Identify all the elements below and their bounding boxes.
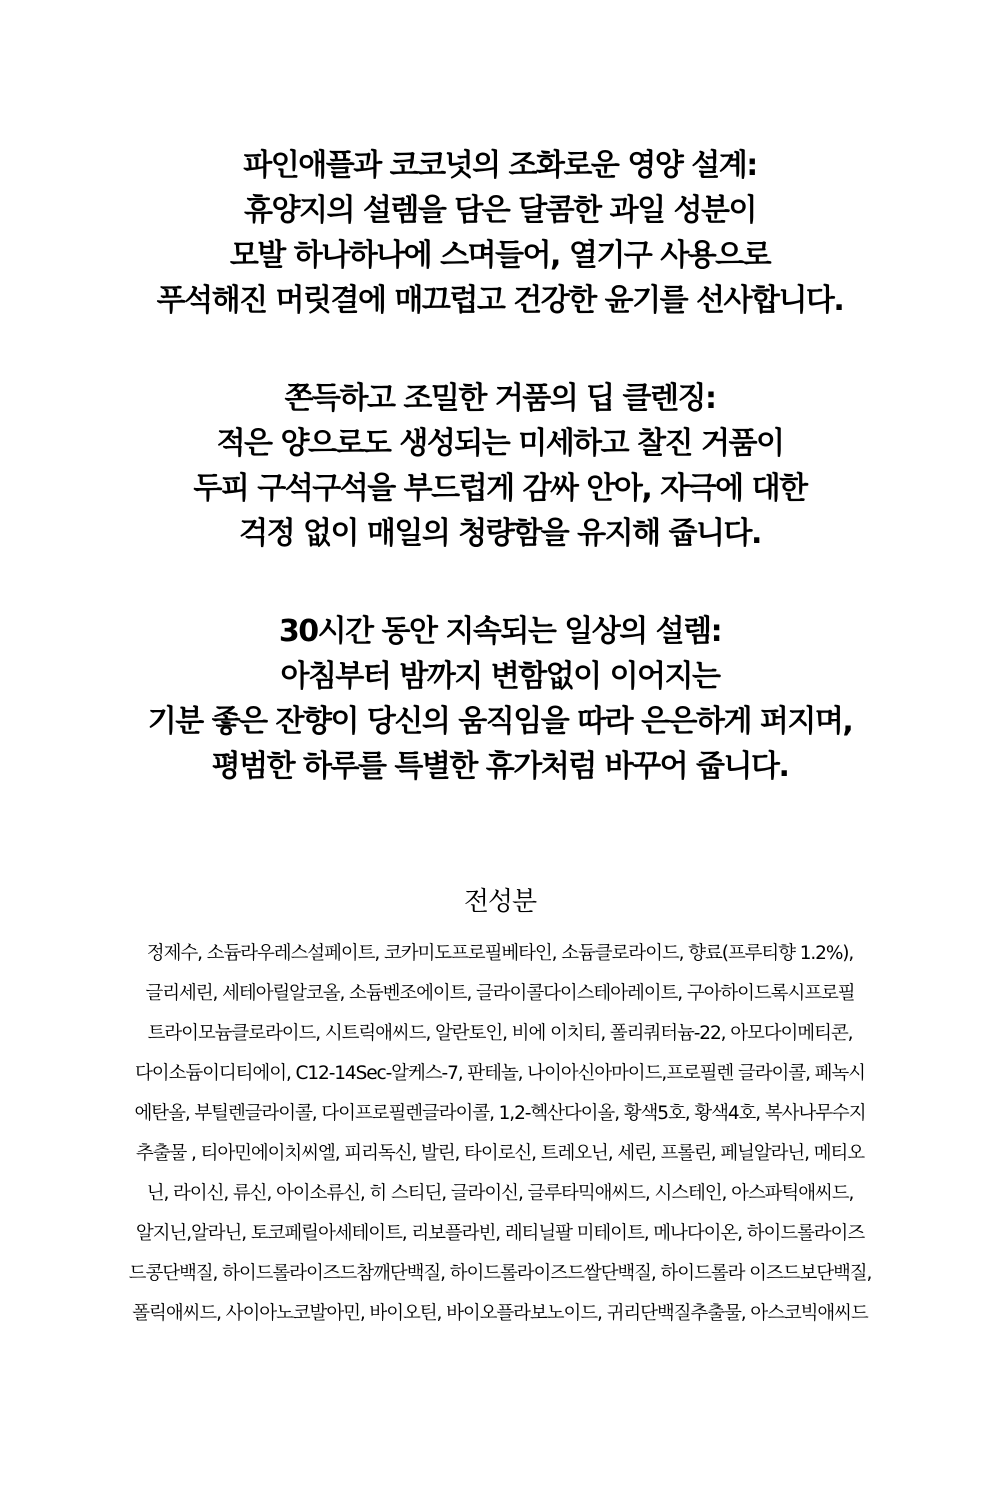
feature-text-line: 휴양지의 설렘을 담은 달콤한 과일 성분이 (244, 193, 756, 228)
feature-heading: 파인애플과 코코넛의 조화로운 영양 설계: (243, 148, 757, 183)
feature-block-fragrance (0, 609, 1000, 789)
ingredients-section (0, 882, 1000, 1334)
feature-text-line: 모발 하나하나에 스며들어, 열기구 사용으로 (229, 238, 771, 273)
ingredient-list-line: 알지닌,알라닌, 토코페릴아세테이트, 리보플라빈, 레티닐팔 미테이트, 메나다이온, 하이드롤라이즈 (135, 1223, 865, 1244)
ingredient-list-line: 정제수, 소듐라우레스설페이트, 코카미도프로필베타인, 소듐클로라이드, 향료(프루티향 1.2%), (146, 943, 854, 964)
feature-descriptions (0, 143, 1000, 842)
feature-heading: 30시간 동안 지속되는 일상의 설렘: (278, 614, 722, 649)
ingredient-list-line: 폴릭애씨드, 사이아노코발아민, 바이오틴, 바이오플라보노이드, 귀리단백질추출물, 아스코빅애씨드 (132, 1303, 868, 1324)
feature-text-line: 평범한 하루를 특별한 휴가처럼 바꾸어 줍니다. (211, 749, 789, 784)
ingredient-list-line: 글리세린, 세테아릴알코올, 소듐벤조에이트, 글라이콜다이스테아레이트, 구아하이드록시프로필 (145, 983, 855, 1004)
feature-text-line: 적은 양으로도 생성되는 미세하고 찰진 거품이 (216, 426, 784, 461)
feature-text-line: 기분 좋은 잔향이 당신의 움직임을 따라 은은하게 퍼지며, (147, 704, 853, 739)
ingredient-list-line: 에탄올, 부틸렌글라이콜, 다이프로필렌글라이콜, 1,2-헥산다이올, 황색5호, 황색4호, 복사나무수지 (134, 1103, 866, 1124)
ingredient-list-line: 닌, 라이신, 류신, 아이소류신, 히 스티딘, 글라이신, 글루타믹애씨드, 시스테인, 아스파틱애씨드, (146, 1183, 854, 1204)
ingredient-list-line: 트라이모늄클로라이드, 시트릭애씨드, 알란토인, 비에 이치티, 폴리쿼터늄-22, 아모다이메티콘, (147, 1023, 853, 1044)
feature-text-line: 아침부터 밤까지 변함없이 이어지는 (280, 659, 720, 694)
ingredient-list-line: 추출물 , 티아민에이치씨엘, 피리독신, 발린, 타이로신, 트레오닌, 세린, 프롤린, 페닐알라닌, 메티오 (135, 1143, 865, 1164)
ingredients-title: 전성분 (463, 887, 537, 917)
feature-text-line: 걱정 없이 매일의 청량함을 유지해 줍니다. (239, 516, 761, 551)
feature-text-line: 푸석해진 머릿결에 매끄럽고 건강한 윤기를 선사합니다. (156, 283, 844, 318)
feature-heading: 쫀득하고 조밀한 거품의 딥 클렌징: (284, 381, 716, 416)
feature-text-line: 두피 구석구석을 부드럽게 감싸 안아, 자극에 대한 (193, 471, 807, 506)
ingredient-list-line: 다이소듐이디티에이, C12-14Sec-알케스-7, 판테놀, 나이아신아마이드,프로필렌 글라이콜, 페녹시 (135, 1063, 865, 1084)
feature-block-cleansing (0, 376, 1000, 556)
ingredient-list-line: 드콩단백질, 하이드롤라이즈드참깨단백질, 하이드롤라이즈드쌀단백질, 하이드롤라 이즈드보단백질, (128, 1263, 872, 1284)
feature-block-nourishment (0, 143, 1000, 323)
